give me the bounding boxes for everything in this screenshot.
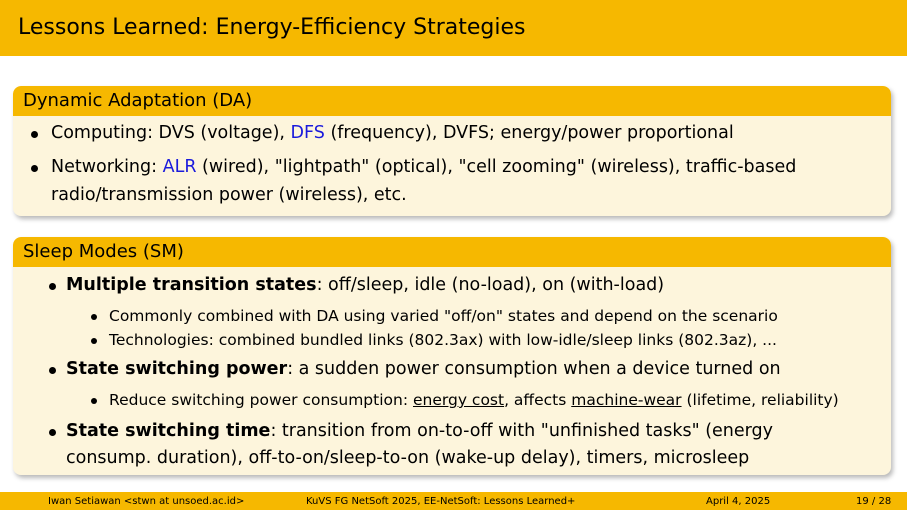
footer-date: April 4, 2025 xyxy=(706,496,771,507)
sub-bullet-combined-da: Commonly combined with DA using varied "off/on" states and depend on the scenario xyxy=(109,307,778,325)
bold-term: State switching time xyxy=(66,421,271,441)
footer-author: Iwan Setiawan <stwn at unsoed.ac.id> xyxy=(48,496,245,507)
text: (wired), "lightpath" (optical), "cell zooming" (wireless), traffic-based xyxy=(196,157,797,177)
bullet-switching-time xyxy=(66,421,773,441)
underlined-term: energy cost xyxy=(412,391,505,409)
text: Networking: xyxy=(51,157,163,177)
block-heading: Dynamic Adaptation (DA) xyxy=(23,90,253,111)
dfs-link[interactable]: DFS xyxy=(290,123,325,143)
text: , affects xyxy=(504,391,572,409)
bullet-icon xyxy=(49,367,56,374)
bullet-transition-states xyxy=(66,275,664,295)
text: Reduce switching power consumption: xyxy=(109,391,413,409)
bullet-computing xyxy=(51,123,734,143)
block-heading-bar xyxy=(13,237,891,267)
footer-page-number: 19 / 28 xyxy=(856,496,892,507)
text: (lifetime, reliability) xyxy=(681,391,839,409)
footer-event: KuVS FG NetSoft 2025, EE-NetSoft: Lessons Learned+ xyxy=(306,496,576,507)
alr-link[interactable]: ALR xyxy=(162,157,197,177)
block-dynamic-adaptation xyxy=(13,86,891,216)
sub-bullet-technologies: Technologies: combined bundled links (802.3ax) with low-idle/sleep links (802.3az), ... xyxy=(109,331,777,349)
text: Computing: DVS (voltage), xyxy=(51,123,291,143)
underlined-term: machine-wear xyxy=(571,391,682,409)
sub-bullet-reduce-power xyxy=(109,391,839,409)
sub-bullet-icon xyxy=(91,314,97,320)
bullet-icon xyxy=(49,429,56,436)
slide-title: Lessons Learned: Energy-Efficiency Strategies xyxy=(18,15,526,40)
bullet-networking xyxy=(51,157,796,177)
bullet-networking-line2: radio/transmission power (wireless), etc. xyxy=(51,185,407,205)
text: : transition from on-to-off with "unfinished tasks" (energy xyxy=(270,421,774,441)
block-sleep-modes xyxy=(13,237,891,475)
text: (frequency), DVFS; energy/power proportional xyxy=(324,123,734,143)
block-heading: Sleep Modes (SM) xyxy=(23,241,184,262)
bullet-switching-time-line2: consump. duration), off-to-on/sleep-to-on (wake-up delay), timers, microsleep xyxy=(66,448,750,468)
bullet-icon xyxy=(31,131,38,138)
sub-bullet-icon xyxy=(91,338,97,344)
bullet-icon xyxy=(31,165,38,172)
sub-bullet-icon xyxy=(91,398,97,404)
bold-term: State switching power xyxy=(66,359,288,379)
slide-footer xyxy=(0,492,907,510)
bullet-icon xyxy=(49,283,56,290)
slide-title-bar xyxy=(0,0,907,56)
block-heading-bar xyxy=(13,86,891,116)
text: : a sudden power consumption when a device turned on xyxy=(287,359,781,379)
bold-term: Multiple transition states xyxy=(66,275,317,295)
text: : off/sleep, idle (no-load), on (with-load) xyxy=(316,275,665,295)
bullet-switching-power xyxy=(66,359,781,379)
